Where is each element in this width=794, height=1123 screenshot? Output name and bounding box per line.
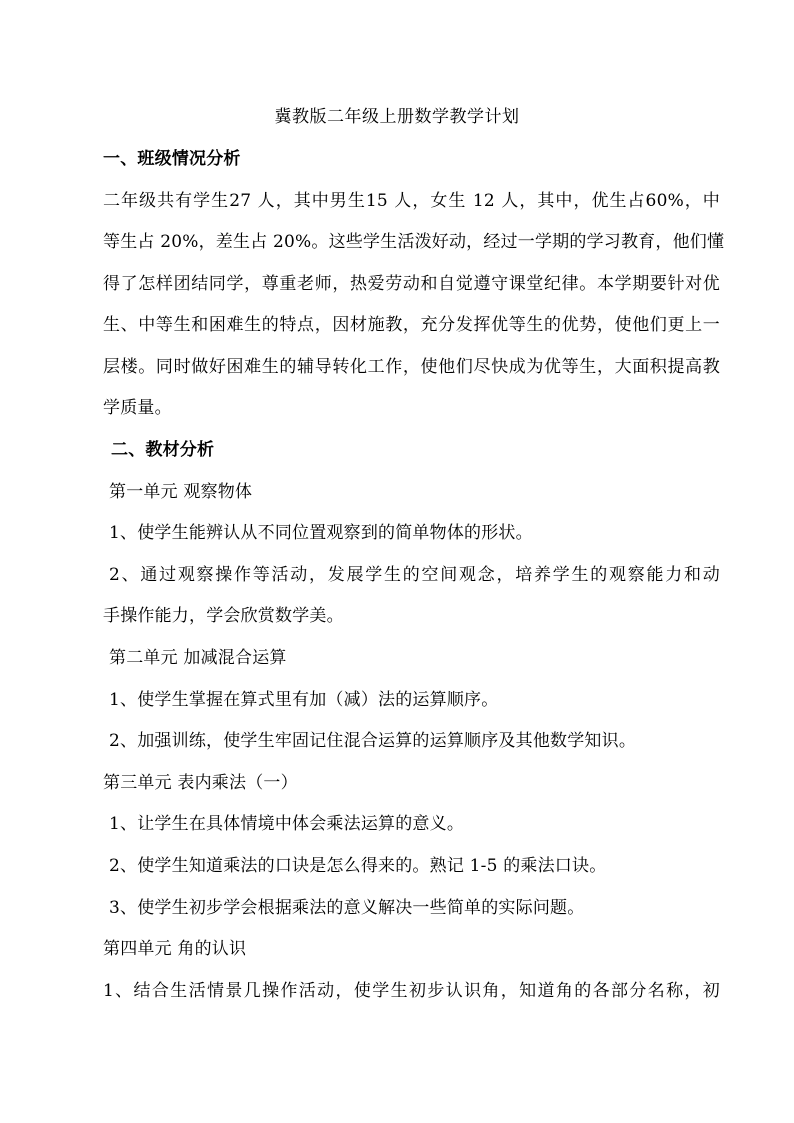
unit-title: 第四单元 角的认识	[103, 939, 247, 959]
unit-title: 第三单元 表内乘法（一）	[103, 773, 298, 793]
unit-item: 2、使学生知道乘法的口诀是怎么得来的。熟记 1-5 的乘法口诀。	[109, 856, 607, 876]
paragraph-line: 得了怎样团结同学，尊重老师，热爱劳动和自觉遵守课堂纪律。本学期要针对优	[103, 274, 720, 294]
unit-item: 1、使学生能辨认从不同位置观察到的简单物体的形状。	[109, 523, 533, 543]
unit-item: 2、加强训练，使学生牢固记住混合运算的运算顺序及其他数学知识。	[109, 731, 637, 751]
paragraph-line: 层楼。同时做好困难生的辅导转化工作，使他们尽快成为优等生，大面积提高教	[103, 357, 720, 377]
paragraph-line: 学质量。	[103, 398, 172, 418]
paragraph-line: 二年级共有学生27 人，其中男生15 人，女生 12 人，其中，优生占60%，中	[103, 191, 720, 211]
section-heading-class-analysis: 一、班级情况分析	[103, 149, 241, 169]
unit-item: 2、通过观察操作等活动，发展学生的空间观念，培养学生的观察能力和动	[109, 565, 720, 585]
section-heading-materials-analysis: 二、教材分析	[111, 440, 215, 460]
unit-title: 第二单元 加减混合运算	[109, 648, 287, 668]
unit-item: 1、结合生活情景几操作活动，使学生初步认识角，知道角的各部分名称，初	[103, 981, 720, 1001]
unit-item: 1、让学生在具体情境中体会乘法运算的意义。	[109, 814, 465, 834]
document-title: 冀教版二年级上册数学教学计划	[274, 107, 520, 127]
unit-title: 第一单元 观察物体	[109, 482, 253, 502]
unit-item: 3、使学生初步学会根据乘法的意义解决一些简单的实际问题。	[109, 898, 585, 918]
unit-item-continued: 手操作能力，学会欣赏数学美。	[103, 606, 344, 626]
paragraph-line: 等生占 20%，差生占 20%。这些学生活泼好动，经过一学期的学习教育，他们懂	[103, 232, 725, 252]
unit-item: 1、使学生掌握在算式里有加（减）法的运算顺序。	[109, 690, 499, 710]
paragraph-line: 生、中等生和困难生的特点，因材施教，充分发挥优等生的优势，使他们更上一	[103, 315, 720, 335]
